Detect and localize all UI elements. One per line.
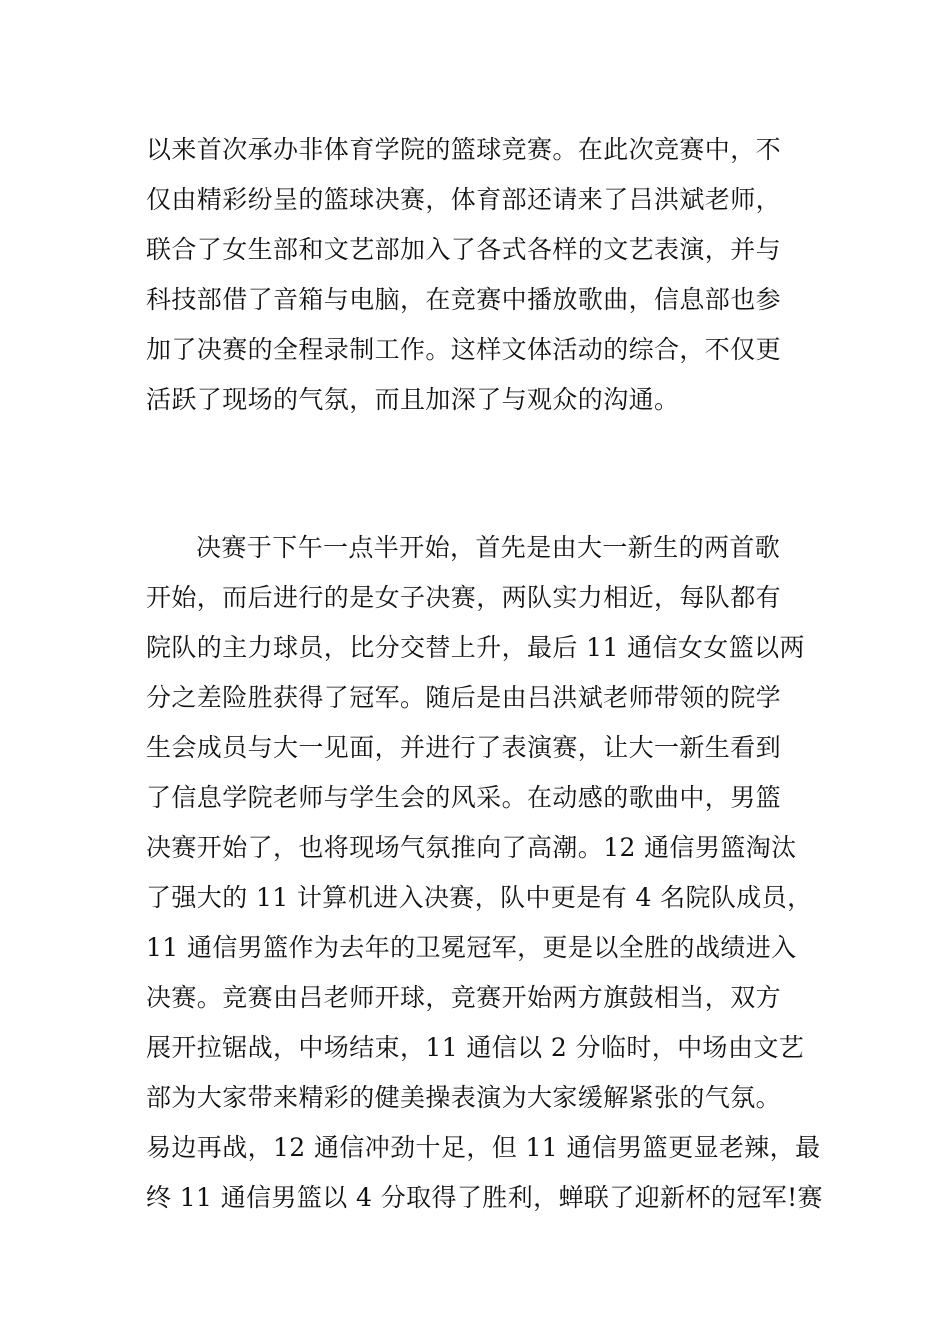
paragraph-line: 展开拉锯战，中场结束，11 通信以 2 分临时，中场由文艺 — [146, 1033, 805, 1062]
paragraph-line: 开始，而后进行的是女子决赛，两队实力相近，每队都有 — [146, 583, 782, 612]
paragraph-line: 决赛。竞赛由吕老师开球，竞赛开始两方旗鼓相当，双方 — [146, 983, 782, 1012]
paragraph-line: 11 通信男篮作为去年的卫冕冠军，更是以全胜的战绩进入 — [146, 933, 797, 962]
paragraph-line: 易边再战，12 通信冲劲十足，但 11 通信男篮更显老辣，最 — [146, 1133, 821, 1162]
paragraph-line: 活跃了现场的气氛，而且加深了与观众的沟通。 — [146, 385, 680, 414]
paragraph-line: 终 11 通信男篮以 4 分取得了胜利，蝉联了迎新杯的冠军!赛 — [146, 1183, 823, 1212]
paragraph-line: 仅由精彩纷呈的篮球决赛，体育部还请来了吕洪斌老师， — [146, 185, 782, 214]
paragraph-line: 以来首次承办非体育学院的篮球竞赛。在此次竞赛中，不 — [146, 135, 782, 164]
paragraph-line: 部为大家带来精彩的健美操表演为大家缓解紧张的气氛。 — [146, 1083, 782, 1112]
paragraph-line: 科技部借了音箱与电脑，在竞赛中播放歌曲，信息部也参 — [146, 285, 782, 314]
paragraph-line: 决赛开始了，也将现场气氛推向了高潮。12 通信男篮淘汰 — [146, 833, 797, 862]
paragraph-line: 了信息学院老师与学生会的风采。在动感的歌曲中，男篮 — [146, 783, 782, 812]
paragraph-line: 加了决赛的全程录制工作。这样文体活动的综合，不仅更 — [146, 335, 782, 364]
paragraph-line: 联合了女生部和文艺部加入了各式各样的文艺表演，并与 — [146, 235, 782, 264]
paragraph-line: 了强大的 11 计算机进入决赛，队中更是有 4 名院队成员， — [146, 883, 813, 912]
paragraph-line: 生会成员与大一见面，并进行了表演赛，让大一新生看到 — [146, 733, 782, 762]
paragraph-line: 院队的主力球员，比分交替上升，最后 11 通信女女篮以两 — [146, 633, 805, 662]
paragraph-line: 决赛于下午一点半开始，首先是由大一新生的两首歌 — [196, 533, 781, 562]
paragraph-line: 分之差险胜获得了冠军。随后是由吕洪斌老师带领的院学 — [146, 683, 782, 712]
